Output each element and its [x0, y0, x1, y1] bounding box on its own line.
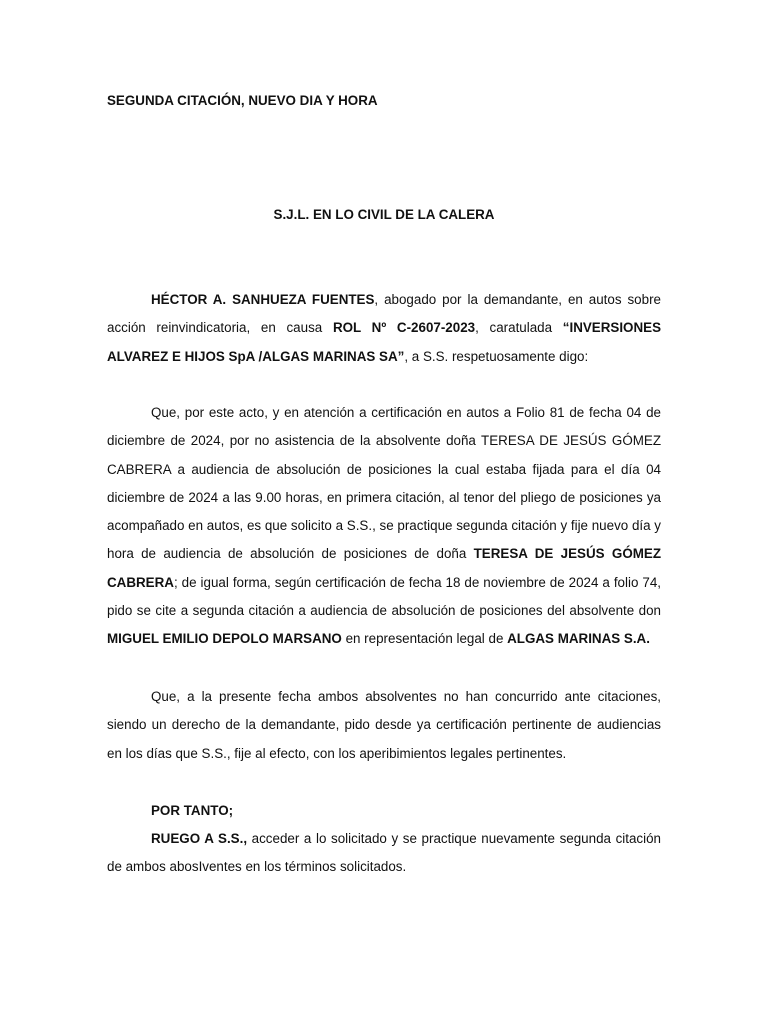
absolvent-name-1: TERESA DE JESÚS GÓMEZ CABRERA [107, 546, 661, 590]
paragraph-request [107, 399, 661, 654]
absolvent-name-2: MIGUEL EMILIO DEPOLO MARSANO [107, 631, 342, 647]
court-addressee: S.J.L. EN LO CIVIL DE LA CALERA [273, 207, 495, 222]
paragraph-petition [107, 825, 661, 882]
petition-lead: RUEGO A S.S., [151, 831, 248, 846]
petition-text: acceder a lo solicitado y se practique nuevamente segunda citación de ambos abosIventes en los términos solicitados. [107, 831, 661, 875]
case-rol: ROL Nº C-2607-2023 [332, 320, 476, 336]
company-name: ALGAS MARINAS S.A. [507, 631, 650, 647]
intro-text-2: , caratulada [475, 320, 563, 336]
paragraph-introduction [107, 286, 661, 371]
paragraph-certification [107, 683, 661, 768]
request-text-1: Que, por este acto, y en atención a certificación en autos a Folio 81 de fecha 04 de diciembre de 2024, por no asistencia de la absolvente doña TERESA DE JESÚS GÓMEZ CABRERA a audiencia de absolución de posiciones la cual estaba fijada para el día 04 diciembre de 2024 a las 9.00 horas, en primera citación, al tenor del pliego de posiciones ya acompañado en autos, es que solicito a S.S., se practique segunda citación y fije nuevo día y hora de audiencia de absolución de posiciones de doña [107, 405, 661, 562]
intro-text-3: , a S.S. respetuosamente digo: [404, 348, 589, 364]
lawyer-name: HÉCTOR A. SANHUEZA FUENTES [151, 292, 375, 307]
por-tanto-label: POR TANTO; [151, 803, 234, 818]
case-caption: “INVERSIONES ALVAREZ E HIJOS SpA /ALGAS MARINAS SA” [107, 320, 662, 364]
request-text-2: ; de igual forma, según certificación de fecha 18 de noviembre de 2024 a folio 74, pido se cite a segunda citación a audiencia de absolución de posiciones del absolvente don [107, 574, 661, 619]
certification-text: Que, a la presente fecha ambos absolventes no han concurrido ante citaciones, siendo un derecho de la demandante, pido desde ya certificación pertinente de audiencias en los días que S.S., fije al efecto, con los aperibimientos legales pertinentes. [107, 689, 661, 761]
request-text-3: en representación legal de [341, 631, 508, 647]
document-heading: SEGUNDA CITACIÓN, NUEVO DIA Y HORA [107, 93, 378, 108]
intro-text-1: , abogado por la demandante, en autos sobre acción reinvindicatoria, en causa [107, 292, 661, 336]
paragraph-por-tanto [107, 797, 661, 825]
